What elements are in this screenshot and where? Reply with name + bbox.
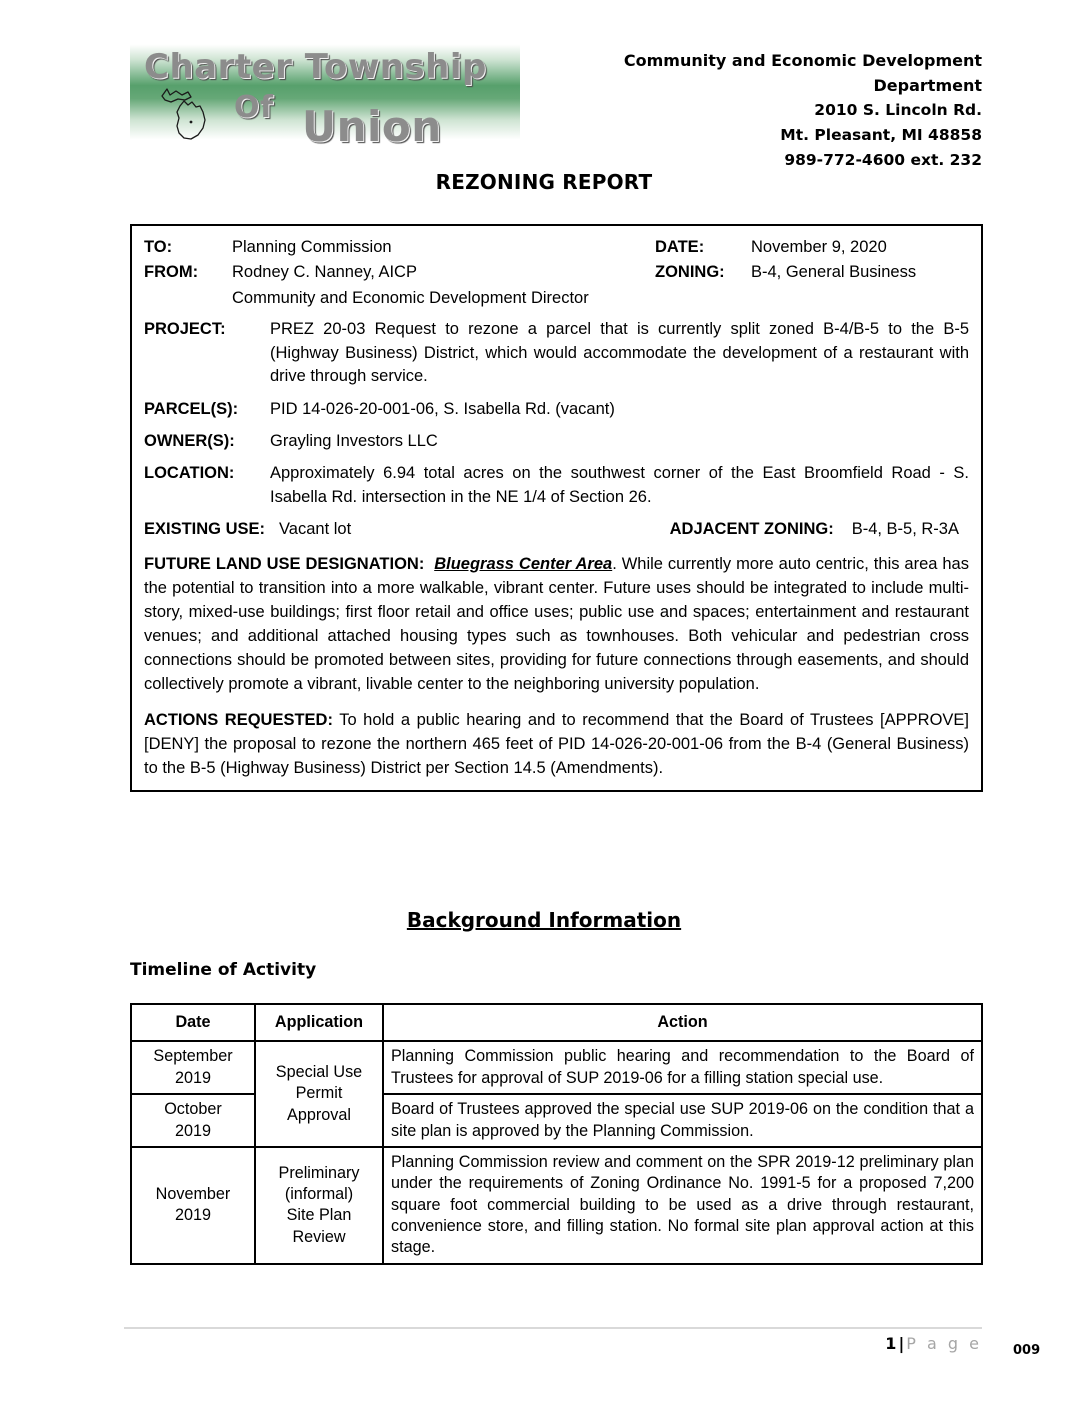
owners-value: Grayling Investors LLC <box>270 431 438 450</box>
page-title: REZONING REPORT <box>435 170 653 194</box>
location-row <box>144 462 969 509</box>
department-name: Community and Economic Development Department <box>623 51 982 95</box>
table-header-row <box>131 1004 982 1041</box>
background-information-heading <box>0 908 1088 932</box>
date-line-2: 2019 <box>174 1121 211 1140</box>
address-city-state-zip: Mt. Pleasant, MI 48858 <box>780 126 982 144</box>
logo-line-3: Union <box>302 102 442 146</box>
from-value: Rodney C. Nanney, AICP <box>232 263 417 282</box>
cell-application-special-use <box>255 1041 383 1147</box>
adjacent-zoning-label: ADJACENT ZONING: <box>669 520 834 539</box>
date-line-2: 2019 <box>174 1206 211 1225</box>
footer-page-number: 1 <box>885 1334 897 1353</box>
page-header <box>0 0 1088 169</box>
department-address-block <box>520 48 982 173</box>
background-information-heading-text: Background Information <box>406 908 682 932</box>
project-row <box>144 318 969 388</box>
cell-date-row3 <box>131 1147 255 1264</box>
footer-page-word: P a g e <box>906 1334 982 1353</box>
logo-line-2: Of <box>234 90 274 125</box>
zoning-label: ZONING: <box>655 263 725 282</box>
footer-separator: | <box>898 1334 905 1353</box>
timeline-of-activity-title: Timeline of Activity <box>130 960 317 980</box>
parcels-row <box>144 398 969 421</box>
township-logo <box>130 38 520 146</box>
owners-label: OWNER(S): <box>144 431 235 450</box>
scan-stamp: 009 <box>1013 1343 1041 1358</box>
from-title-line: Community and Economic Development Director <box>232 288 589 307</box>
date-label: DATE: <box>655 238 705 256</box>
application-line-2: (informal) <box>284 1184 354 1203</box>
existing-use-label: EXISTING USE: <box>144 520 266 539</box>
table-row <box>131 1041 982 1094</box>
column-header-date: Date <box>131 1004 255 1041</box>
owners-row <box>144 430 969 453</box>
existing-use-value: Vacant lot <box>279 520 352 539</box>
from-label: FROM: <box>144 263 199 282</box>
timeline-table <box>130 1003 983 1265</box>
cell-date-row2 <box>131 1094 255 1147</box>
future-land-use-text: . While currently more auto centric, this area has the potential to transition into a more walkable, vibrant center. Future uses should be integrated to include multi-story, mixed-use buildings; first floor retail and office uses; public use and spaces; entertainment and restaurant venues; and additional attached housing types such as townhouses. Both vehicular and pedestrian cross connections should be promoted between sites, providing for future connections through easements, and should collectively promote a vibrant, livable center to the neighboring university population. <box>144 554 969 694</box>
to-value: Planning Commission <box>232 238 392 256</box>
date-line-1: September <box>153 1047 233 1066</box>
actions-requested-paragraph <box>144 708 969 780</box>
application-line-1: Preliminary <box>278 1163 360 1182</box>
future-land-use-label: FUTURE LAND USE DESIGNATION: <box>144 554 425 573</box>
footer-page-indicator <box>600 1334 982 1353</box>
application-line-3: Site Plan <box>286 1206 352 1225</box>
location-value: Approximately 6.94 total acres on the southwest corner of the East Broomfield Road - S. Isabella Rd. intersection in the NE 1/4 of Section 26. <box>270 464 969 506</box>
michigan-outline-icon <box>158 86 220 144</box>
logo-line-1: Charter Township <box>144 47 487 87</box>
to-label: TO: <box>144 238 173 256</box>
date-line-1: October <box>164 1100 222 1119</box>
parcels-label: PARCEL(S): <box>144 399 239 418</box>
cell-application-preliminary <box>255 1147 383 1264</box>
application-line-4: Review <box>292 1227 346 1246</box>
phone-number: 989-772-4600 ext. 232 <box>784 151 982 169</box>
column-header-action: Action <box>383 1004 982 1041</box>
cell-action-row3: Planning Commission review and comment on the SPR 2019-12 preliminary plan under the requirements of Zoning Ordinance No. 1991-5 for a proposed 7,200 square foot commercial building to be used as a drive through restaurant, convenience store, and filling station. No formal site plan approval action at this stage. <box>383 1147 982 1264</box>
project-label: PROJECT: <box>144 320 226 339</box>
table-row <box>131 1147 982 1264</box>
application-line-3: Approval <box>287 1105 351 1124</box>
adjacent-zoning-value: B-4, B-5, R-3A <box>851 520 959 539</box>
rezoning-info-box <box>130 224 983 792</box>
date-line-1: November <box>155 1184 231 1203</box>
location-label: LOCATION: <box>144 464 235 483</box>
cell-date-row1 <box>131 1041 255 1094</box>
future-land-use-paragraph <box>144 552 969 696</box>
footer-divider <box>124 1327 982 1329</box>
zoning-value: B-4, General Business <box>751 263 917 282</box>
project-value: PREZ 20-03 Request to rezone a parcel that is currently split zoned B-4/B-5 to the B-5 (Highway Business) District, which would accommodate the development of a restaurant with drive through service. <box>270 320 969 386</box>
from-zoning-row <box>144 261 969 284</box>
column-header-application: Application <box>255 1004 383 1041</box>
to-date-row <box>144 236 969 259</box>
cell-action-row1: Planning Commission public hearing and recommendation to the Board of Trustees for approval of SUP 2019-06 for a filling station special use. <box>383 1041 982 1094</box>
address-street: 2010 S. Lincoln Rd. <box>814 101 982 119</box>
date-value: November 9, 2020 <box>751 238 887 256</box>
future-land-use-designation: Bluegrass Center Area <box>434 554 613 573</box>
application-line-1: Special Use <box>275 1063 363 1082</box>
date-line-2: 2019 <box>174 1068 211 1087</box>
application-line-2: Permit <box>295 1084 343 1103</box>
parcels-value: PID 14-026-20-001-06, S. Isabella Rd. (vacant) <box>270 399 615 418</box>
actions-requested-label: ACTIONS REQUESTED: <box>144 711 333 730</box>
cell-action-row2: Board of Trustees approved the special use SUP 2019-06 on the condition that a site plan is approved by the Planning Commission. <box>383 1094 982 1147</box>
existing-use-adjacent-zoning-row <box>144 518 969 541</box>
actions-requested-text: To hold a public hearing and to recommend that the Board of Trustees [APPROVE] [DENY] the proposal to rezone the northern 465 feet of PID 14-026-20-001-06 from the B-4 (General Business) to the B-5 (Highway Business) District per Section 14.5 (Amendments). <box>144 711 969 778</box>
